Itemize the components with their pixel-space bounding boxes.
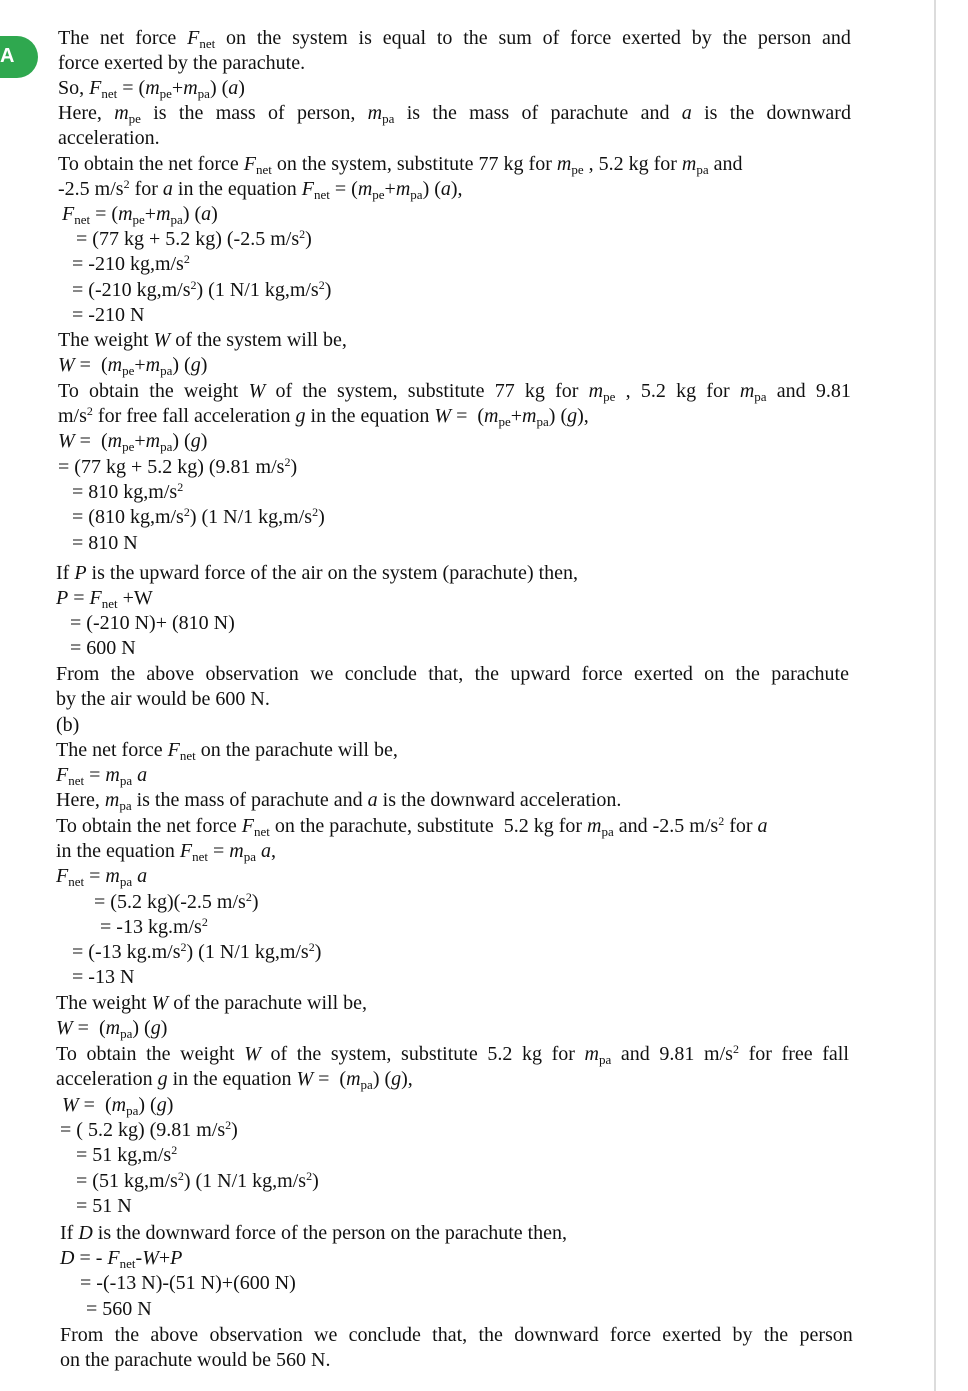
text-line: = (77 kg + 5.2 kg) (-2.5 $m/s^2$) bbox=[76, 227, 312, 250]
text-line: If D is the downward force of the person on the parachute then, bbox=[60, 1222, 568, 1244]
text-line: = 810 N bbox=[72, 532, 138, 554]
text-line: force exerted by the parachute. bbox=[58, 52, 306, 74]
text-line: acceleration g in the equation $W = (m_{pa})$ (g), bbox=[56, 1068, 413, 1092]
text-line: = -210 $kg,m/s^2$ bbox=[72, 252, 190, 275]
text-line: = 600 N bbox=[70, 637, 136, 659]
text-line: in the equation $F_{net} = m_{pa}$ a, bbox=[56, 840, 276, 864]
text-line: on the parachute would be 560 N. bbox=[60, 1349, 331, 1371]
text-line: $W = (m_{pa})$ (g) bbox=[62, 1094, 174, 1118]
text-line: The net force $F_{net}$ on the system is equal to the sum of force exerted by the person and bbox=[58, 27, 851, 51]
text-line: = 51 $kg,m/s^2$ bbox=[76, 1143, 178, 1166]
text-line: The net force $F_{net}$ on the parachute will be, bbox=[56, 739, 398, 763]
text-line: From the above observation we conclude that, the upward force exerted on the parachute bbox=[56, 663, 849, 685]
text-line: $F_{net} = m_{pa}$ a bbox=[56, 865, 148, 889]
text-line: = 810 $kg,m/s^2$ bbox=[72, 480, 184, 503]
text-line: $P = F_{net} +W$ bbox=[56, 587, 153, 611]
text-line: Here, $m_{pe}$ is the mass of person, $m_{pa}$ is the mass of parachute and a is the downward bbox=[58, 102, 851, 126]
text-line: If P is the upward force of the air on the system (parachute) then, bbox=[56, 562, 579, 584]
text-line: So, $F_{net} = (m_{pe}+m_{pa})$ (a) bbox=[58, 77, 245, 101]
text-line: $W = (m_{pe}+m_{pa})$ (g) bbox=[58, 354, 208, 378]
text-line: acceleration. bbox=[58, 127, 160, 149]
text-line: From the above observation we conclude that, the downward force exerted by the person bbox=[60, 1324, 853, 1346]
text-line: To obtain the net force $F_{net}$ on the parachute, substitute 5.2 kg for $m_{pa}$ and -2.5 $m/s^2$ for a bbox=[56, 814, 768, 839]
text-line: (b) bbox=[56, 714, 80, 736]
text-line: -2.5 $m/s^2$ for a in the equation $F_{net} = (m_{pe}+m_{pa})$ (a), bbox=[58, 177, 463, 202]
text-line: = -13 $kg.m/s^2$ bbox=[100, 915, 208, 938]
text-line: = -(-13 N)-(51 N)+(600 N) bbox=[80, 1272, 296, 1294]
text-line: To obtain the weight W of the system, substitute 5.2 kg for $m_{pa}$ and 9.81 $m/s^2$ for free fall bbox=[56, 1042, 849, 1067]
text-line: = 560 N bbox=[86, 1298, 152, 1320]
text-line: = -13 N bbox=[72, 966, 135, 988]
text-line: $W = (m_{pe}+m_{pa})$ (g) bbox=[58, 430, 208, 454]
text-line: Here, $m_{pa}$ is the mass of parachute and a is the downward acceleration. bbox=[56, 789, 622, 813]
text-line: To obtain the net force $F_{net}$ on the system, substitute 77 kg for $m_{pe}$ , 5.2 kg for $m_{pa}$ and bbox=[58, 153, 743, 177]
text-line: $W = (m_{pa})$ (g) bbox=[56, 1017, 168, 1041]
text-line: = (51 $kg,m/s^2$) (1 N/1 $kg,m/s^2$) bbox=[76, 1169, 319, 1192]
text-line: = (5.2 kg)(-2.5 $m/s^2$) bbox=[94, 890, 259, 913]
text-line: = (-210 N)+ (810 N) bbox=[70, 612, 235, 634]
text-line: $F_{net} = (m_{pe}+m_{pa})$ (a) bbox=[62, 203, 218, 227]
text-line: The weight W of the system will be, bbox=[58, 329, 347, 351]
text-line: $m/s^2$ for free fall acceleration g in the equation $W = (m_{pe}+m_{pa})$ (g), bbox=[58, 404, 589, 429]
text-line: = (-210 $kg,m/s^2$) (1 N/1 $kg,m/s^2$) bbox=[72, 278, 332, 301]
text-line: = 51 N bbox=[76, 1195, 132, 1217]
text-line: D = - $F_{net}-W+P$ bbox=[60, 1247, 183, 1271]
text-line: To obtain the weight W of the system, substitute 77 kg for $m_{pe}$ , 5.2 kg for $m_{pa}$ and 9.81 bbox=[58, 380, 851, 404]
text-line: = ( 5.2 kg) (9.81 $m/s^2$) bbox=[60, 1118, 238, 1141]
text-line: The weight W of the parachute will be, bbox=[56, 992, 368, 1014]
text-line: = (-13 $kg.m/s^2$) (1 N/1 $kg,m/s^2$) bbox=[72, 940, 322, 963]
answer-badge bbox=[0, 36, 38, 78]
text-line: = (77 kg + 5.2 kg) (9.81 $m/s^2$) bbox=[58, 455, 298, 478]
right-border bbox=[934, 0, 936, 1391]
text-line: $F_{net} = m_{pa}$ a bbox=[56, 764, 148, 788]
text-line: by the air would be 600 N. bbox=[56, 688, 270, 710]
answer-badge-label: A bbox=[0, 45, 15, 67]
text-line: = (810 $kg,m/s^2$) (1 N/1 $kg,m/s^2$) bbox=[72, 505, 325, 528]
text-line: = -210 N bbox=[72, 304, 145, 326]
